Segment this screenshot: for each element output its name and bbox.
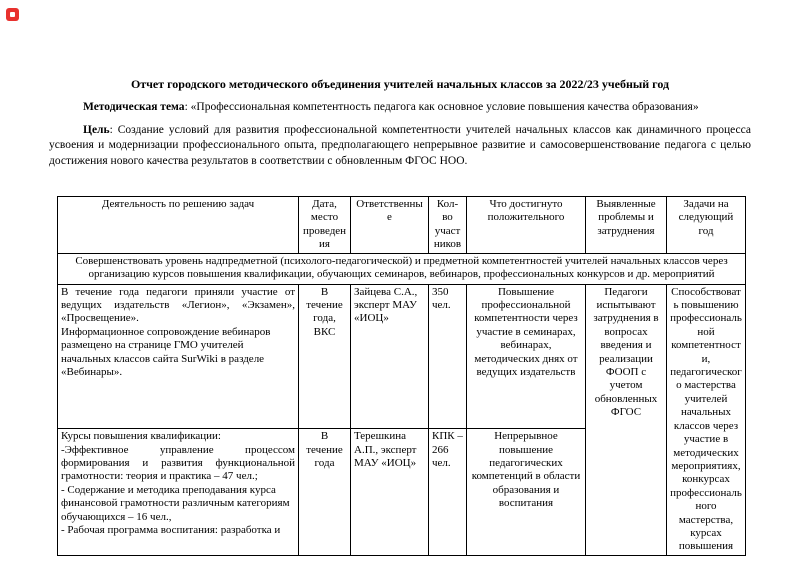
table-header-row [58, 197, 746, 254]
section-title-cell: Совершенствовать уровень надпредметной (психолого-педагогической) и предметной компетентностей учителей начальных классов через организацию курсов повышения квалификации, обучающих семинаров, вебинаров, профессиональных конкурсов и др. мероприятий [58, 253, 746, 284]
cell-activity [58, 429, 299, 556]
cell-next-year-tasks: Способствовать повышению профессиональной компетентности, педагогического мастерства учителей начальных классов через участие в методических мероприятиях, конкурсах профессионального мастерства, курсах повышения [667, 284, 746, 555]
cell-achievements: Повышение профессиональной компетентности через участие в семинарах, вебинарах, методических днях от ведущих издательств [467, 284, 586, 429]
cell-responsible: Зайцева С.А., эксперт МАУ «ИОЦ» [351, 284, 429, 429]
cell-participants: 350 чел. [429, 284, 467, 429]
report-title: Отчет городского методического объединения учителей начальных классов за 2022/23 учебный год [130, 77, 670, 91]
cell-activity [58, 284, 299, 429]
header-date-place: Дата, место проведения [299, 197, 351, 254]
cell-participants: КПК – 266 чел. [429, 429, 467, 556]
cell-date: В течение года, ВКС [299, 284, 351, 429]
theme-text: : «Профессиональная компетентность педагога как основное условие повышения качества образования» [184, 101, 699, 113]
header-achievements: Что достигнуто положительного [467, 197, 586, 254]
activity-paragraph: -Эффективное управление процессом формирования и развития функциональной грамотности: теория и практика – 47 чел.; [61, 443, 295, 483]
header-participants: Кол-во участников [429, 197, 467, 254]
report-table [57, 196, 746, 556]
header-problems: Выявленные проблемы и затруднения [586, 197, 667, 254]
activity-paragraph: - Содержание и методика преподавания курса финансовой грамотности различным категориям обучающихся – 16 чел., [61, 483, 290, 523]
section-title-row [58, 253, 746, 284]
header-responsible: Ответственные [351, 197, 429, 254]
header-next-year-tasks: Задачи на следующий год [667, 197, 746, 254]
cell-problems: Педагоги испытывают затруднения в вопросах введения и реализации ФООП с учетом обновленных ФГОС [586, 284, 667, 555]
activity-paragraph: Курсы повышения квалификации: [61, 430, 221, 443]
badge-glyph [10, 12, 15, 17]
red-document-badge-icon [6, 8, 19, 21]
header-activity: Деятельность по решению задач [58, 197, 299, 254]
goal-paragraph [49, 123, 751, 170]
activity-paragraph: - Рабочая программа воспитания: разработка и [61, 524, 281, 537]
cell-responsible: Терешкина А.П., эксперт МАУ «ИОЦ» [351, 429, 429, 556]
cell-date: В течение года [299, 429, 351, 556]
theme-label: Методическая тема [83, 101, 185, 113]
goal-text: : Создание условий для развития профессиональной компетентности учителей начальных классов как динамичного процесса усвоения и модернизации профессионального опыта, предполагающего непрерывное развитие и самосовершенствование педагога с целью достижения нового качества результатов в соответствии с обновленным ФГОС НОО. [49, 123, 751, 167]
activity-paragraph: В течение года педагоги приняли участие от ведущих издательств «Легион», «Экзамен», «Просвещение». [61, 285, 295, 325]
goal-label: Цель [83, 123, 110, 136]
activity-paragraph: Информационное сопровождение вебинаров размещено на странице ГМО учителей начальных классов сайта SurWiki в разделе «Вебинары». [61, 325, 271, 379]
cell-achievements: Непрерывное повышение педагогических компетенций в области образования и воспитания [467, 429, 586, 556]
table-row [58, 284, 746, 429]
methodical-theme-paragraph [49, 100, 751, 116]
